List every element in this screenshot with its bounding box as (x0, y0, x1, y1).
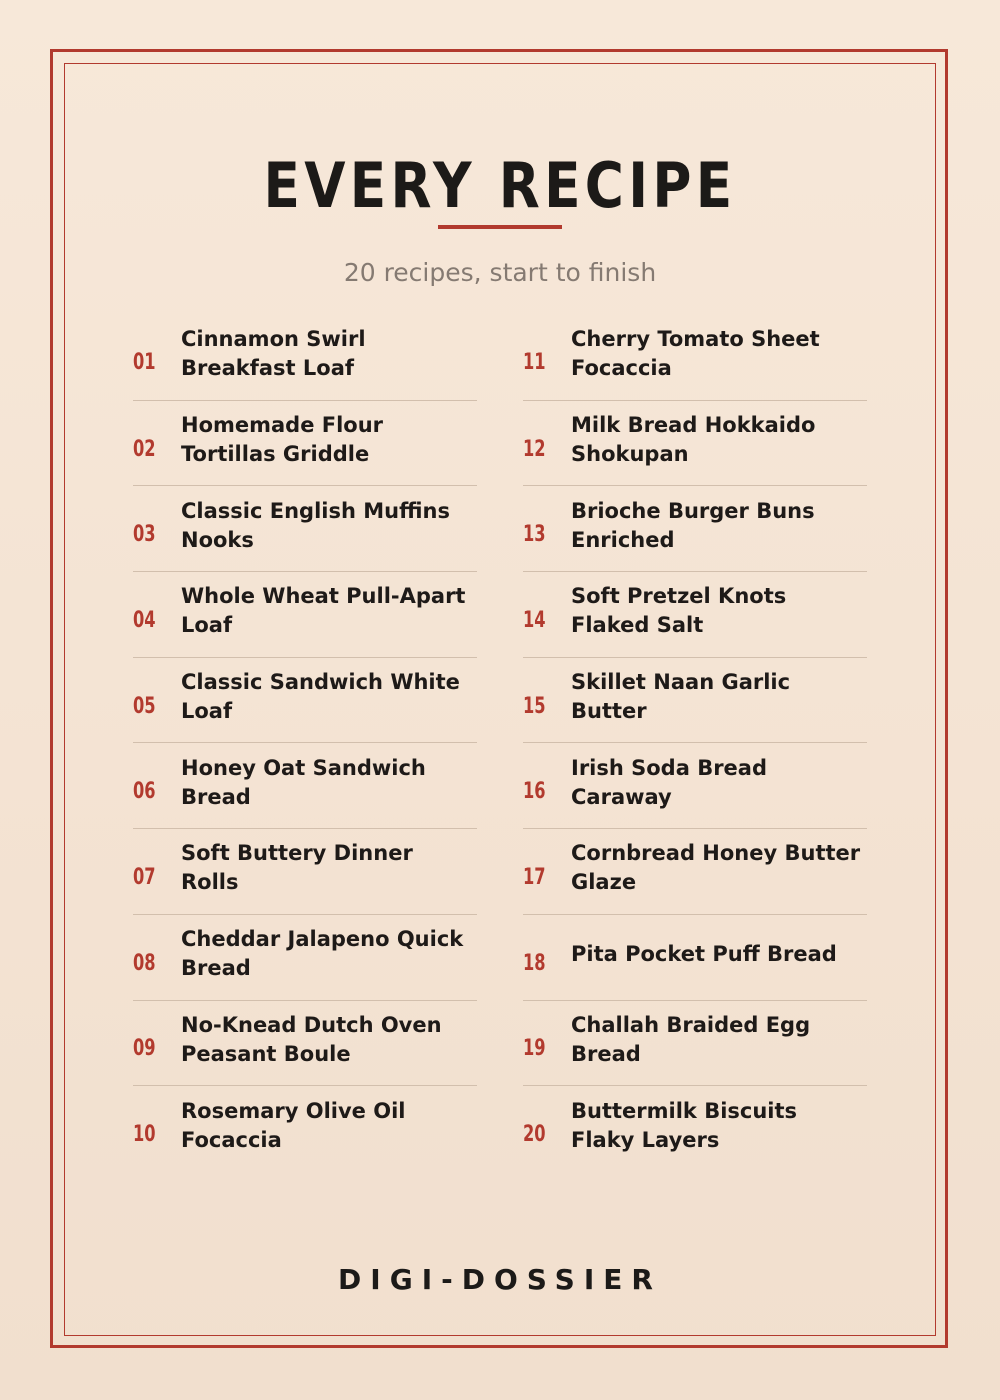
recipe-item[interactable] (133, 914, 477, 1000)
recipe-number: 10 (133, 1122, 156, 1148)
recipe-name: Homemade Flour Tortillas Griddle (181, 413, 384, 467)
recipe-number: 02 (133, 436, 156, 462)
recipe-name: Cornbread Honey Butter Glaze (571, 841, 861, 895)
recipe-number: 01 (133, 350, 156, 376)
recipe-name: Challah Braided Egg Bread (571, 1012, 811, 1066)
recipe-number: 19 (523, 1036, 546, 1062)
recipe-item[interactable] (133, 400, 477, 486)
recipe-number: 04 (133, 607, 156, 633)
recipe-number: 09 (133, 1036, 156, 1062)
recipe-name: Cinnamon Swirl Breakfast Loaf (181, 326, 366, 380)
recipe-item[interactable] (523, 914, 867, 1000)
brand-footer: DIGI-DOSSIER (338, 1263, 662, 1296)
recipe-name: Honey Oat Sandwich Bread (181, 755, 426, 809)
recipe-number: 13 (523, 522, 546, 548)
recipe-item[interactable] (133, 1000, 477, 1086)
recipe-item[interactable] (133, 571, 477, 657)
recipe-name: Classic Sandwich White Loaf (181, 670, 460, 724)
recipe-item[interactable] (523, 485, 867, 571)
recipe-number: 12 (523, 436, 546, 462)
recipe-name: Buttermilk Biscuits Flaky Layers (571, 1098, 798, 1152)
recipe-number: 07 (133, 864, 156, 890)
recipe-number: 06 (133, 779, 156, 805)
recipe-number: 14 (523, 607, 546, 633)
recipe-number: 08 (133, 950, 156, 976)
recipe-item[interactable] (133, 1085, 477, 1171)
recipe-name: Cheddar Jalapeno Quick Bread (181, 927, 464, 981)
recipe-item[interactable] (133, 657, 477, 743)
recipe-item[interactable] (523, 742, 867, 828)
recipe-name: Cherry Tomato Sheet Focaccia (571, 326, 820, 380)
recipe-name: Classic English Muffins Nooks (181, 498, 450, 552)
recipe-number: 18 (523, 950, 546, 976)
recipe-name: Soft Pretzel Knots Flaked Salt (571, 584, 787, 638)
recipe-item[interactable] (523, 400, 867, 486)
recipe-list-left (133, 314, 477, 1171)
recipe-name: Brioche Burger Buns Enriched (571, 498, 815, 552)
recipe-name: Soft Buttery Dinner Rolls (181, 841, 413, 895)
recipe-name: Rosemary Olive Oil Focaccia (181, 1098, 406, 1152)
recipe-item[interactable] (133, 314, 477, 400)
recipe-name: Pita Pocket Puff Bread (571, 941, 837, 966)
recipe-number: 20 (523, 1122, 546, 1148)
recipe-name: Milk Bread Hokkaido Shokupan (571, 413, 816, 467)
recipe-name: Irish Soda Bread Caraway (571, 755, 768, 809)
recipe-item[interactable] (523, 571, 867, 657)
recipe-name: No-Knead Dutch Oven Peasant Boule (181, 1012, 442, 1066)
page-title: EVERY RECIPE (263, 149, 737, 222)
recipe-list-right (523, 314, 867, 1171)
title-underline (438, 225, 562, 229)
recipe-item[interactable] (523, 828, 867, 914)
recipe-number: 05 (133, 693, 156, 719)
recipe-number: 16 (523, 779, 546, 805)
recipe-item[interactable] (523, 314, 867, 400)
recipe-item[interactable] (133, 742, 477, 828)
recipe-name: Skillet Naan Garlic Butter (571, 670, 791, 724)
recipe-item[interactable] (133, 485, 477, 571)
recipe-item[interactable] (523, 1085, 867, 1171)
recipe-item[interactable] (133, 828, 477, 914)
recipe-number: 15 (523, 693, 546, 719)
recipe-item[interactable] (523, 1000, 867, 1086)
recipe-name: Whole Wheat Pull-Apart Loaf (181, 584, 466, 638)
recipe-number: 11 (523, 350, 546, 376)
recipe-number: 03 (133, 522, 156, 548)
recipe-item[interactable] (523, 657, 867, 743)
page-subtitle: 20 recipes, start to finish (343, 258, 657, 287)
recipe-number: 17 (523, 864, 546, 890)
